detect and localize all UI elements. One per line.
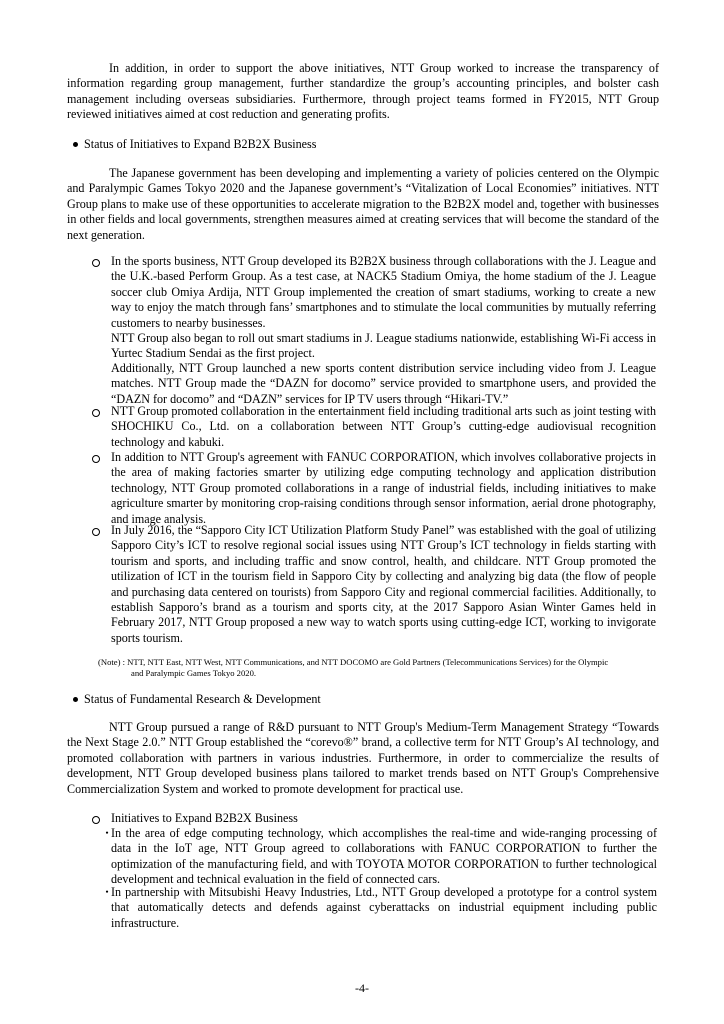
industrial-bullet-text: In addition to NTT Group's agreement with FANUC CORPORATION, which involves collaborative projects in the area of making factories smarter by utilizing edge computing technology and application distribution technology, NTT Group promoted collaborations in a range of industrial fields, including initiatives to make agriculture smarter by monitoring crop-raising conditions through sensor information, aerial drone photography, and image analysis. — [111, 450, 656, 526]
page-number: -4- — [355, 981, 369, 995]
circle-bullet-icon — [92, 816, 100, 824]
footnote — [98, 657, 658, 679]
entertainment-bullet-text: NTT Group promoted collaboration in the entertainment field including traditional arts such as joint testing with SHOCHIKU Co., Ltd. on a collaboration between NTT Group’s cutting-edge audiovisual recognition technology and kabuki. — [111, 404, 656, 449]
circle-bullet-icon — [92, 409, 100, 417]
circle-bullet-icon — [92, 259, 100, 267]
bullet-dot-icon — [73, 697, 78, 702]
sports-bullet-text: In the sports business, NTT Group developed its B2B2X business through collaborations with the J. League and the U.K.-based Perform Group. As a test case, at NACK5 Stadium Omiya, the home stadium of the J. League soccer club Omiya Ardija, NTT Group implemented the creation of smart stadiums, working to create a new way to enjoy the match through fans’ smartphones and to stimulate the local communities by mutually referring customers to nearby businesses. — [111, 254, 656, 330]
footnote-line-2: and Paralympic Games Tokyo 2020. — [131, 668, 257, 678]
subsection-title: Initiatives to Expand B2B2X Business — [111, 811, 298, 825]
circle-bullet-icon — [92, 455, 100, 463]
sports-bullet-cont-1: NTT Group also began to roll out smart stadiums in J. League stadiums nationwide, establishing Wi-Fi access in Yurtec Stadium Sendai as the first project. — [111, 331, 656, 361]
circle-bullet-icon — [92, 528, 100, 536]
list-item — [104, 885, 657, 931]
sapporo-bullet-text: In July 2016, the “Sapporo City ICT Utilization Platform Study Panel” was established with the goal of utilizing Sapporo City’s ICT to resolve regional social issues using NTT Group’s ICT technology in fields starting with tourism and sports, and including traffic and snow control, health, and childcare. NTT Group promoted the utilization of ICT in the tourism field in Sapporo City by collecting and analyzing big data (the flow of people and purchasing data centered on tourists) from Sapporo City and regional commercial facilities. Additionally, to establish Sapporo’s brand as a tourism and sports city, at the 2017 Sapporo Asian Winter Games held in February 2017, NTT Group proposed a new way to watch sports using cutting-edge ICT, working to invigorate sports tourism. — [111, 523, 656, 645]
sports-bullet-cont-2: Additionally, NTT Group launched a new sports content distribution service including video from J. League matches. NTT Group made the “DAZN for docomo” service provided to smartphone users, and provided the “DAZN for docomo” and “DAZN” services for IP TV users through “Hikari-TV.” — [111, 361, 656, 406]
footnote-line-1: (Note) : NTT, NTT East, NTT West, NTT Communications, and NTT DOCOMO are Gold Partners (Telecommunications Services) for the Olympic — [98, 657, 609, 667]
list-item — [104, 826, 657, 888]
list-marker: ･ — [104, 826, 111, 840]
list-item-text: In the area of edge computing technology, which accomplishes the real-time and wide-ranging processing of data in the IoT age, NTT Group agreed to collaborations with FANUC CORPORATION to further the optimization of the manufacturing field, and with TOYOTA MOTOR CORPORATION to further technological development and technical evaluation in the field of connected cars. — [111, 826, 657, 887]
heading-text: Status of Fundamental Research & Development — [84, 692, 321, 706]
section-heading-rnd — [73, 692, 321, 707]
list-marker: ･ — [104, 885, 111, 899]
rnd-paragraph: NTT Group pursued a range of R&D pursuant to NTT Group's Medium-Term Management Strategy “Towards the Next Stage 2.0.” NTT Group established the “corevo®” brand, a collective term for NTT Group’s AI technology, and promoted collaboration with partners in various industries. Furthermore, in order to commercialize the results of development, NTT Group developed business plans tailored to market trends based on NTT Group's Comprehensive Commercialization System and worked to promote development for practical use. — [67, 720, 659, 796]
list-item-text: In partnership with Mitsubishi Heavy Industries, Ltd., NTT Group developed a prototype for a control system that automatically detects and defends against cyberattacks on industrial equipment including public infrastructure. — [111, 885, 657, 930]
b2b2x-paragraph: The Japanese government has been developing and implementing a variety of policies centered on the Olympic and Paralympic Games Tokyo 2020 and the Japanese government’s “Vitalization of Local Economies” initiatives. NTT Group plans to make use of these opportunities to accelerate migration to the B2B2X model and, together with businesses in other fields and local governments, strengthen measures aimed at creating services that will become the standard of the next generation. — [67, 166, 659, 242]
heading-text: Status of Initiatives to Expand B2B2X Business — [84, 137, 317, 151]
bullet-dot-icon — [73, 142, 78, 147]
intro-paragraph: In addition, in order to support the above initiatives, NTT Group worked to increase the transparency of information regarding group management, further standardize the group’s accounting principles, and bolster cash management including overseas subsidiaries. Furthermore, through project teams formed in FY2015, NTT Group reviewed initiatives aimed at cost reduction and generating profits. — [67, 61, 659, 122]
section-heading-b2b2x — [73, 137, 316, 152]
